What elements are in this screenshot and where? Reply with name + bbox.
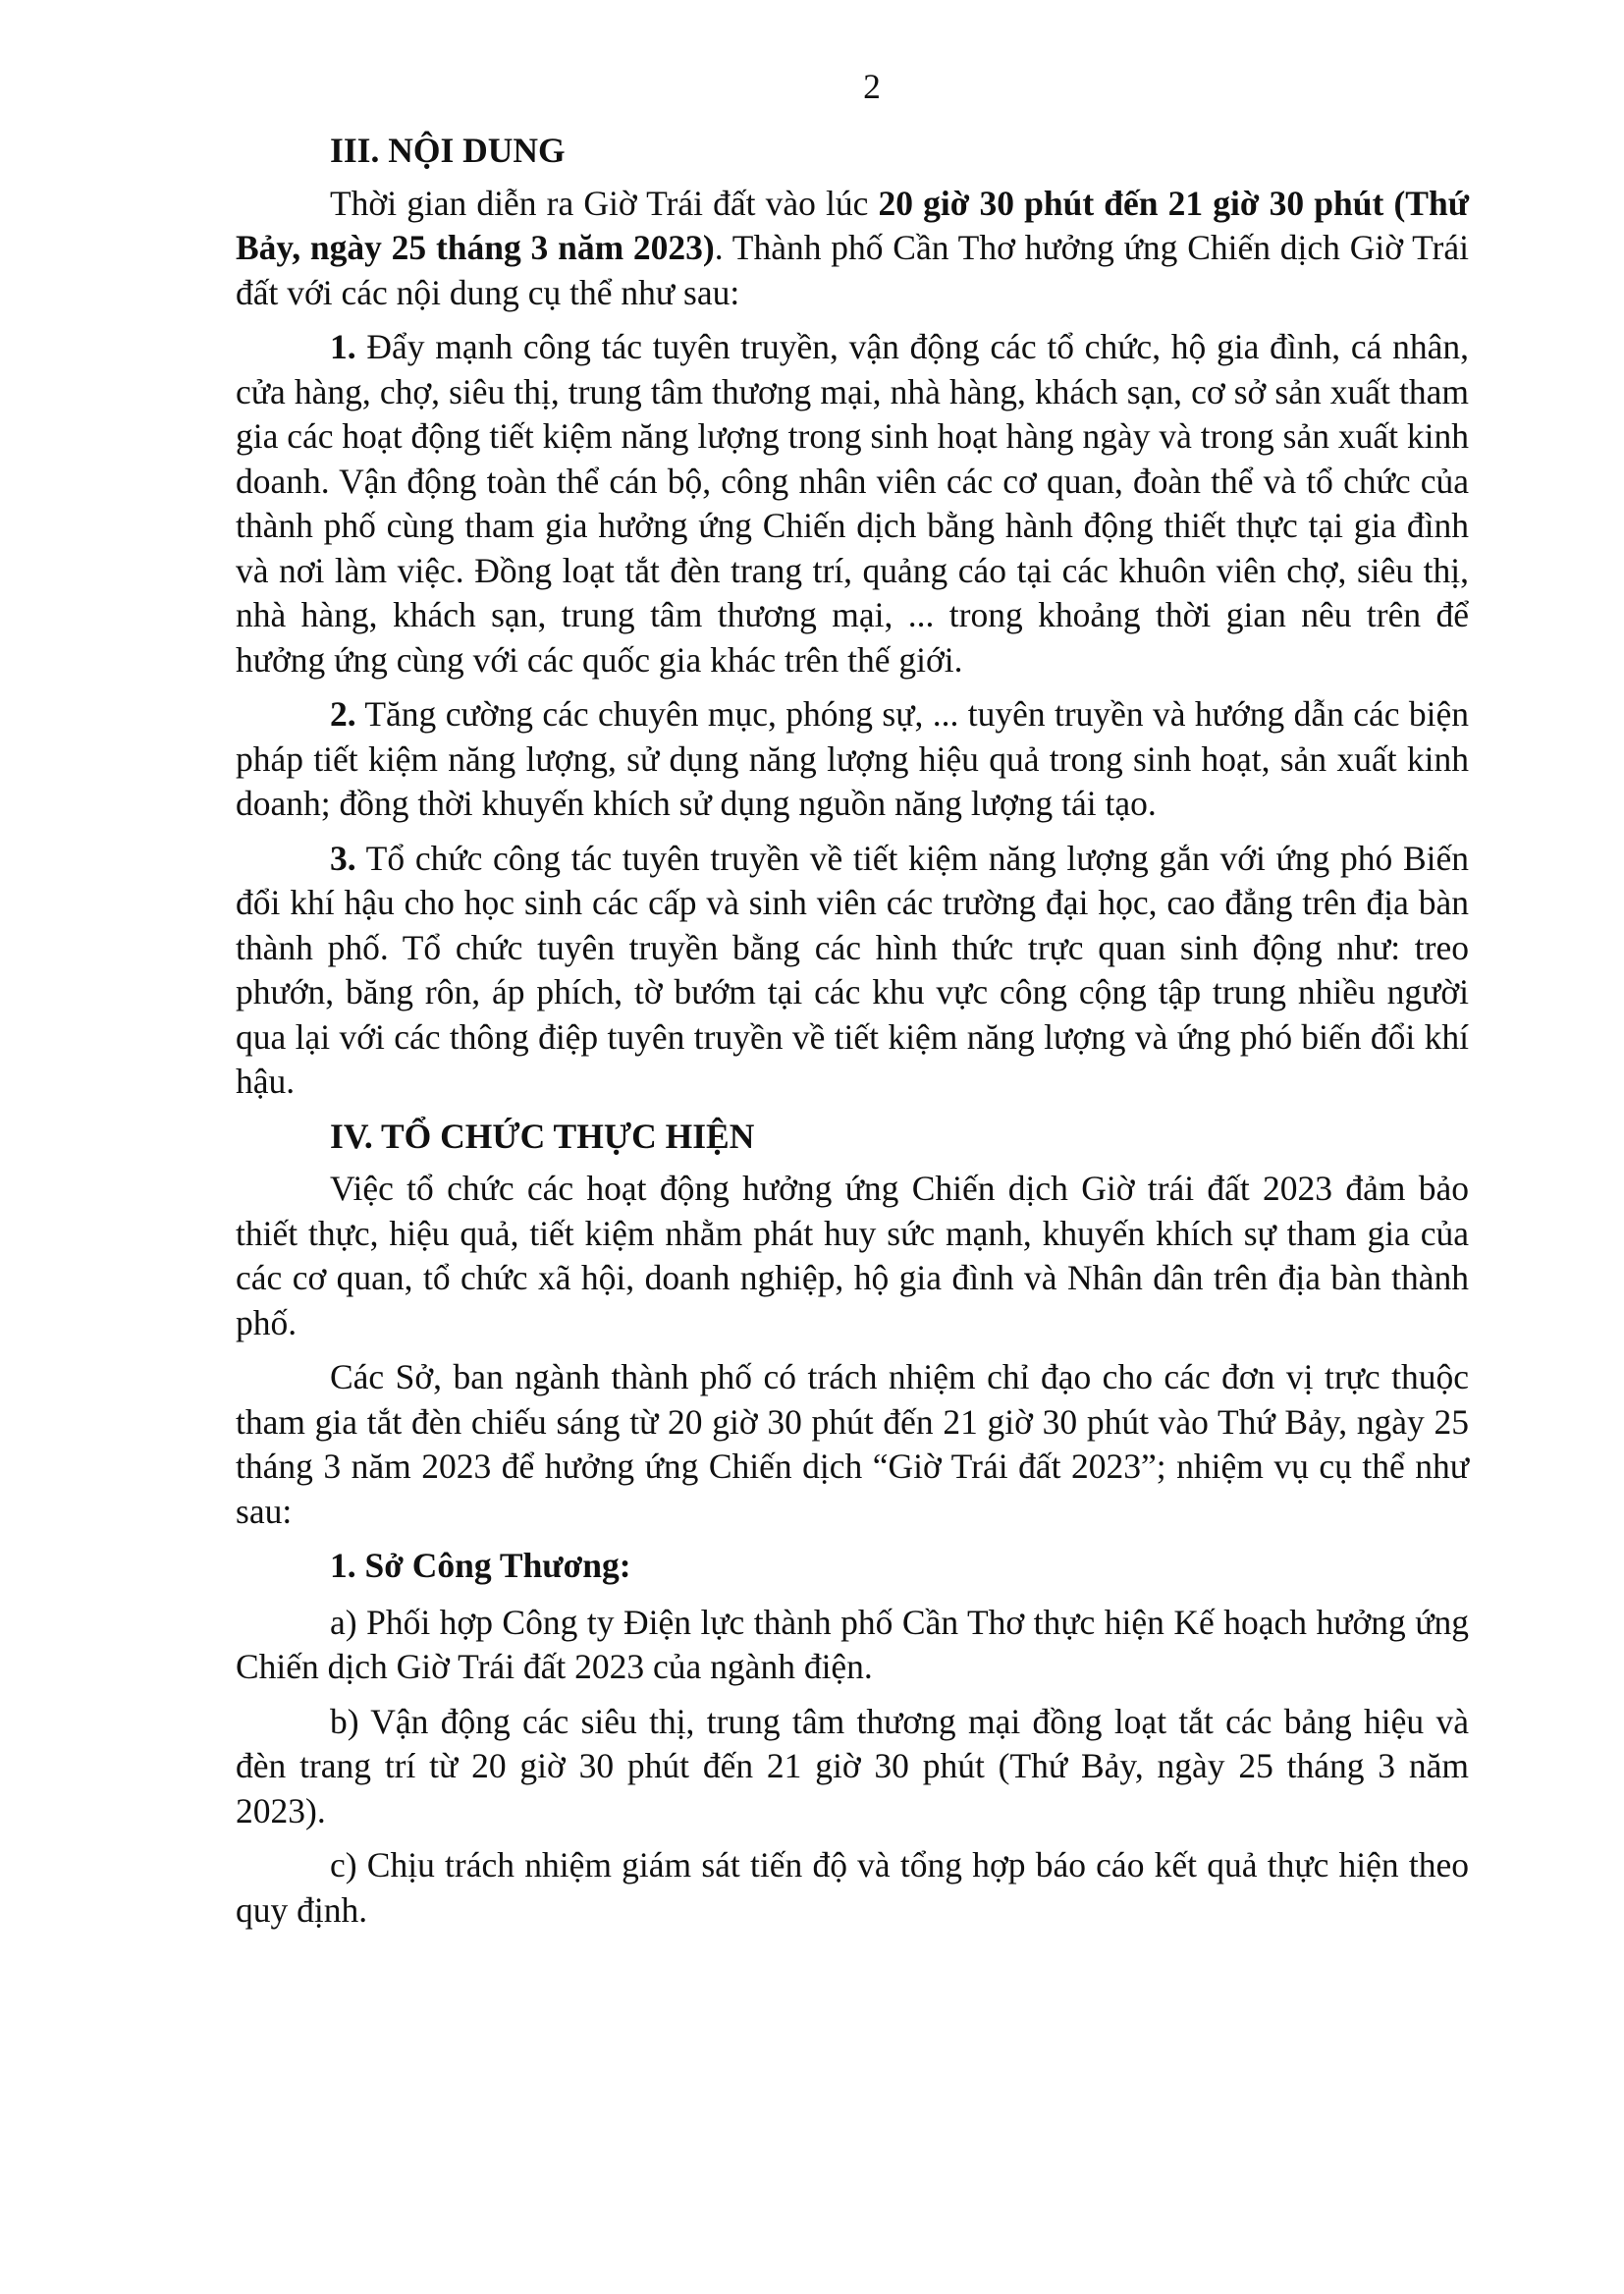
- subsection-1-heading: 1. Sở Công Thương:: [330, 1546, 631, 1585]
- section-3-item-2: [236, 692, 1469, 827]
- item-text: Đẩy mạnh công tác tuyên truyền, vận động các tổ chức, hộ gia đình, cá nhân, cửa hàng, chợ, siêu thị, trung tâm thương mại, nhà hàng, khách sạn, cơ sở sản xuất tham gia các hoạt động tiết kiệm năng lượng trong sinh hoạt hàng ngày và trong sản xuất kinh doanh. Vận động toàn thể cán bộ, công nhân viên các cơ quan, đoàn thể và tổ chức của thành phố cùng tham gia hưởng ứng Chiến dịch bằng hành động thiết thực tại gia đình và nơi làm việc. Đồng loạt tắt đèn trang trí, quảng cáo tại các khuôn viên chợ, siêu thị, nhà hàng, khách sạn, trung tâm thương mại, ... trong khoảng thời gian nêu trên để hưởng ứng cùng với các quốc gia khác trên thế giới.: [236, 327, 1469, 680]
- intro-time-bold: 20 giờ 30 phút đến 21 giờ 30 phút (Thứ Bảy, ngày 25 tháng 3 năm 2023): [236, 183, 1469, 267]
- section-3-item-3: [236, 837, 1469, 1105]
- section-3-heading: III. NỘI DUNG: [330, 131, 566, 170]
- subsection-1-item-a: a) Phối hợp Công ty Điện lực thành phố Cần Thơ thực hiện Kế hoạch hưởng ứng Chiến dịch Giờ Trái đất 2023 của ngành điện.: [236, 1602, 1469, 1686]
- section-4-paragraph-1: Việc tổ chức các hoạt động hưởng ứng Chiến dịch Giờ trái đất 2023 đảm bảo thiết thực, hiệu quả, tiết kiệm nhằm phát huy sức mạnh, khuyến khích sự tham gia của các cơ quan, tổ chức xã hội, doanh nghiệp, hộ gia đình và Nhân dân trên địa bàn thành phố.: [236, 1169, 1469, 1342]
- intro-text-2: . Thành phố Cần Thơ hưởng ứng Chiến dịch Giờ Trái đất với các nội dung cụ thể như sau:: [236, 228, 1469, 312]
- subsection-1-item-c: c) Chịu trách nhiệm giám sát tiến độ và tổng hợp báo cáo kết quả thực hiện theo quy định.: [236, 1845, 1469, 1930]
- section-3-intro: [236, 182, 1469, 316]
- item-number: 2.: [330, 694, 356, 734]
- section-4-paragraph-2: Các Sở, ban ngành thành phố có trách nhiệm chỉ đạo cho các đơn vị trực thuộc tham gia tắt đèn chiếu sáng từ 20 giờ 30 phút đến 21 giờ 30 phút vào Thứ Bảy, ngày 25 tháng 3 năm 2023 để hưởng ứng Chiến dịch “Giờ Trái đất 2023”; nhiệm vụ cụ thể như sau:: [236, 1357, 1469, 1531]
- item-number: 3.: [330, 838, 356, 878]
- subsection-1-item-b: b) Vận động các siêu thị, trung tâm thương mại đồng loạt tắt các bảng hiệu và đèn trang trí từ 20 giờ 30 phút đến 21 giờ 30 phút (Thứ Bảy, ngày 25 tháng 3 năm 2023).: [236, 1701, 1469, 1830]
- item-text: Tổ chức công tác tuyên truyền về tiết kiệm năng lượng gắn với ứng phó Biến đổi khí hậu cho học sinh các cấp và sinh viên các trường đại học, cao đẳng trên địa bàn thành phố. Tổ chức tuyên truyền bằng các hình thức trực quan sinh động như: treo phướn, băng rôn, áp phích, tờ bướm tại các khu vực công cộng tập trung nhiều người qua lại với các thông điệp tuyên truyền về tiết kiệm năng lượng và ứng phó biến đổi khí hậu.: [236, 838, 1469, 1101]
- section-4-heading: IV. TỔ CHỨC THỰC HIỆN: [330, 1116, 755, 1156]
- page-number: 2: [863, 67, 881, 106]
- item-text: Tăng cường các chuyên mục, phóng sự, ... tuyên truyền và hướng dẫn các biện pháp tiết kiệm năng lượng, sử dụng năng lượng hiệu quả trong sinh hoạt, sản xuất kinh doanh; đồng thời khuyến khích sử dụng nguồn năng lượng tái tạo.: [236, 694, 1469, 823]
- item-number: 1.: [330, 327, 356, 366]
- section-3-item-1: [236, 325, 1469, 683]
- intro-text-1: Thời gian diễn ra Giờ Trái đất vào lúc: [330, 183, 879, 223]
